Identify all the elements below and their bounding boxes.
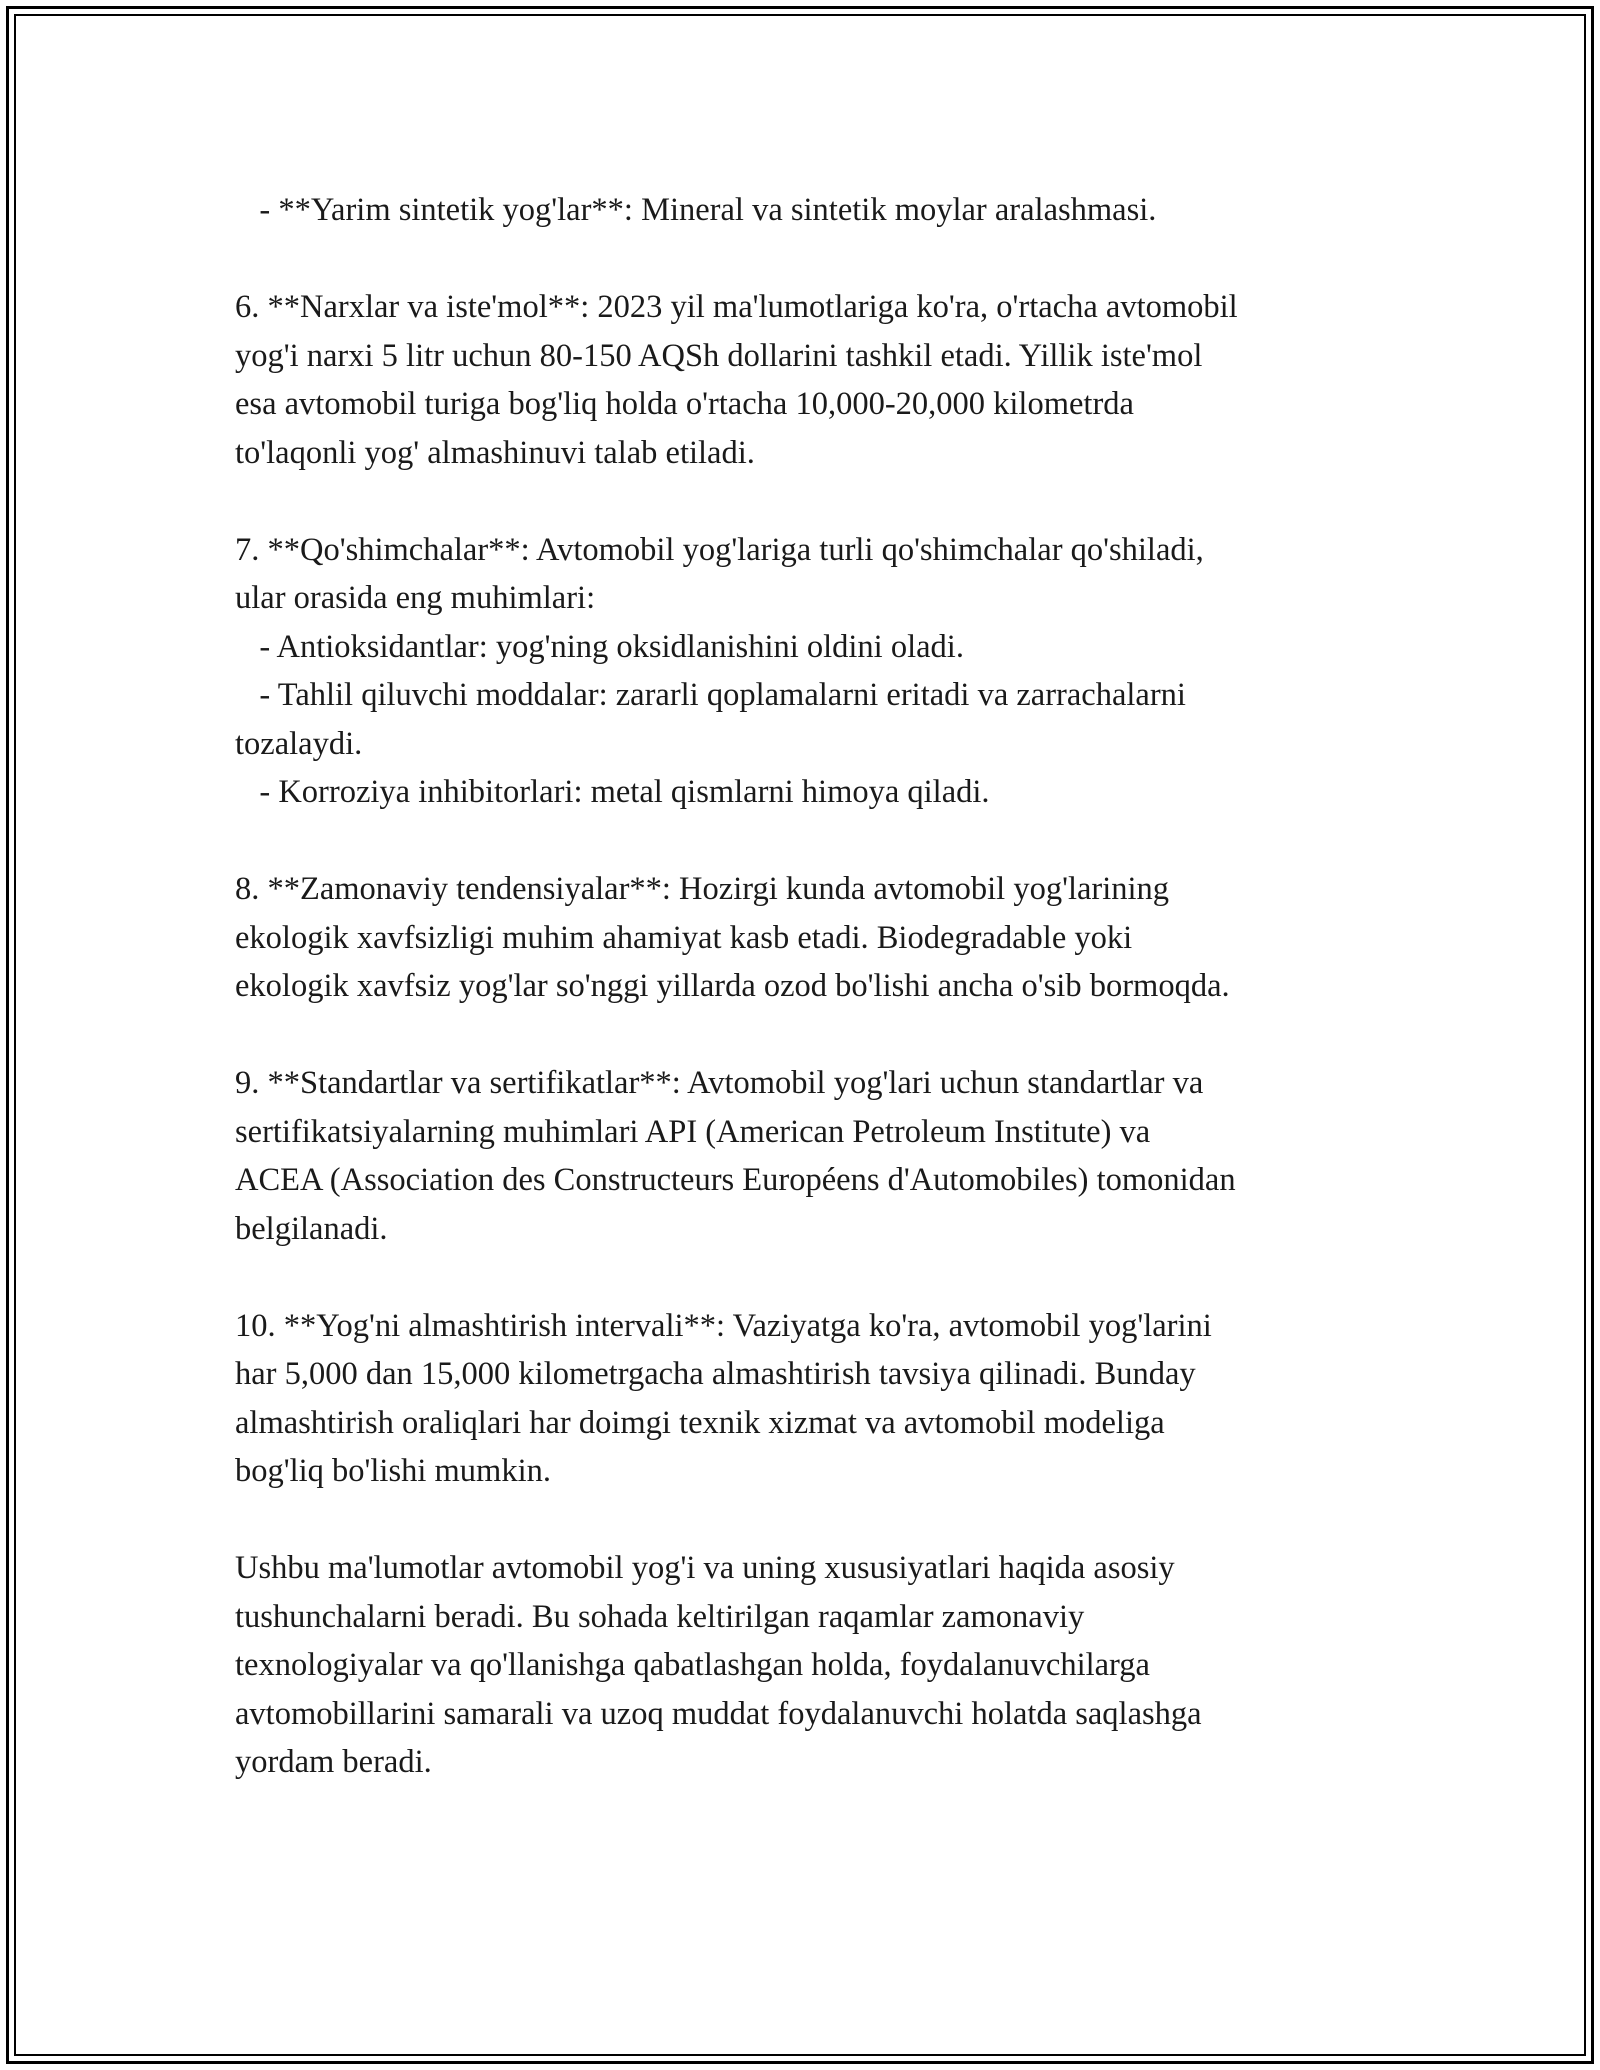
- text-line: - Korroziya inhibitorlari: metal qismlarni himoya qiladi.: [235, 774, 990, 810]
- text-line: - **Yarim sintetik yog'lar**: Mineral va sintetik moylar aralashmasi.: [235, 192, 1157, 228]
- text-line: yordam beradi.: [235, 1744, 432, 1780]
- text-line: 9. **Standartlar va sertifikatlar**: Avtomobil yog'lari uchun standartlar va: [235, 1065, 1204, 1101]
- paragraph-standards: [235, 1059, 1385, 1253]
- text-line: almashtirish oraliqlari har doimgi texnik xizmat va avtomobil modeliga: [235, 1404, 1165, 1441]
- text-line: Ushbu ma'lumotlar avtomobil yog'i va uning xususiyatlari haqida asosiy: [235, 1550, 1175, 1586]
- paragraph-modern-trends: [235, 865, 1385, 1011]
- text-line: to'laqonli yog' almashinuvi talab etiladi.: [235, 434, 755, 471]
- paragraph-additives: [235, 526, 1385, 817]
- text-line: ekologik xavfsiz yog'lar so'nggi yillarda ozod bo'lishi ancha o'sib bormoqda.: [235, 968, 1230, 1004]
- text-line: esa avtomobil turiga bog'liq holda o'rtacha 10,000-20,000 kilometrda: [235, 386, 1134, 422]
- text-line: - Antioksidantlar: yog'ning oksidlanishini oldini oladi.: [235, 628, 964, 665]
- text-line: 10. **Yog'ni almashtirish intervali**: Vaziyatga ko'ra, avtomobil yog'larini: [235, 1307, 1212, 1344]
- text-line: har 5,000 dan 15,000 kilometrgacha almashtirish tavsiya qilinadi. Bunday: [235, 1356, 1196, 1392]
- text-line: ACEA (Association des Constructeurs Européens d'Automobiles) tomonidan: [235, 1162, 1236, 1198]
- text-line: yog'i narxi 5 litr uchun 80-150 AQSh dollarini tashkil etadi. Yillik iste'mol: [235, 337, 1203, 374]
- text-line: sertifikatsiyalarning muhimlari API (American Petroleum Institute) va: [235, 1113, 1151, 1150]
- text-line: - Tahlil qiluvchi moddalar: zararli qoplamalarni eritadi va zarrachalarni: [235, 677, 1186, 713]
- text-line: 7. **Qo'shimchalar**: Avtomobil yog'lariga turli qo'shimchalar qo'shiladi,: [235, 531, 1204, 568]
- document-body: [235, 186, 1385, 1835]
- text-line: belgilanadi.: [235, 1210, 388, 1247]
- text-line: tushunchalarni beradi. Bu sohada keltirilgan raqamlar zamonaviy: [235, 1598, 1085, 1635]
- text-line: 6. **Narxlar va iste'mol**: 2023 yil ma'lumotlariga ko'ra, o'rtacha avtomobil: [235, 289, 1238, 325]
- text-line: bog'liq bo'lishi mumkin.: [235, 1453, 551, 1489]
- text-line: 8. **Zamonaviy tendensiyalar**: Hozirgi kunda avtomobil yog'larining: [235, 871, 1170, 907]
- text-line: texnologiyalar va qo'llanishga qabatlashgan holda, foydalanuvchilarga: [235, 1647, 1150, 1683]
- text-line: tozalaydi.: [235, 725, 363, 762]
- text-line: ular orasida eng muhimlari:: [235, 580, 596, 616]
- paragraph-change-interval: [235, 1302, 1385, 1496]
- paragraph-prices-consumption: [235, 283, 1385, 477]
- paragraph-conclusion: [235, 1544, 1385, 1787]
- text-line: ekologik xavfsizligi muhim ahamiyat kasb etadi. Biodegradable yoki: [235, 919, 1133, 956]
- text-line: avtomobillarini samarali va uzoq muddat foydalanuvchi holatda saqlashga: [235, 1695, 1202, 1732]
- paragraph-semi-synthetic-oils: [235, 186, 1385, 235]
